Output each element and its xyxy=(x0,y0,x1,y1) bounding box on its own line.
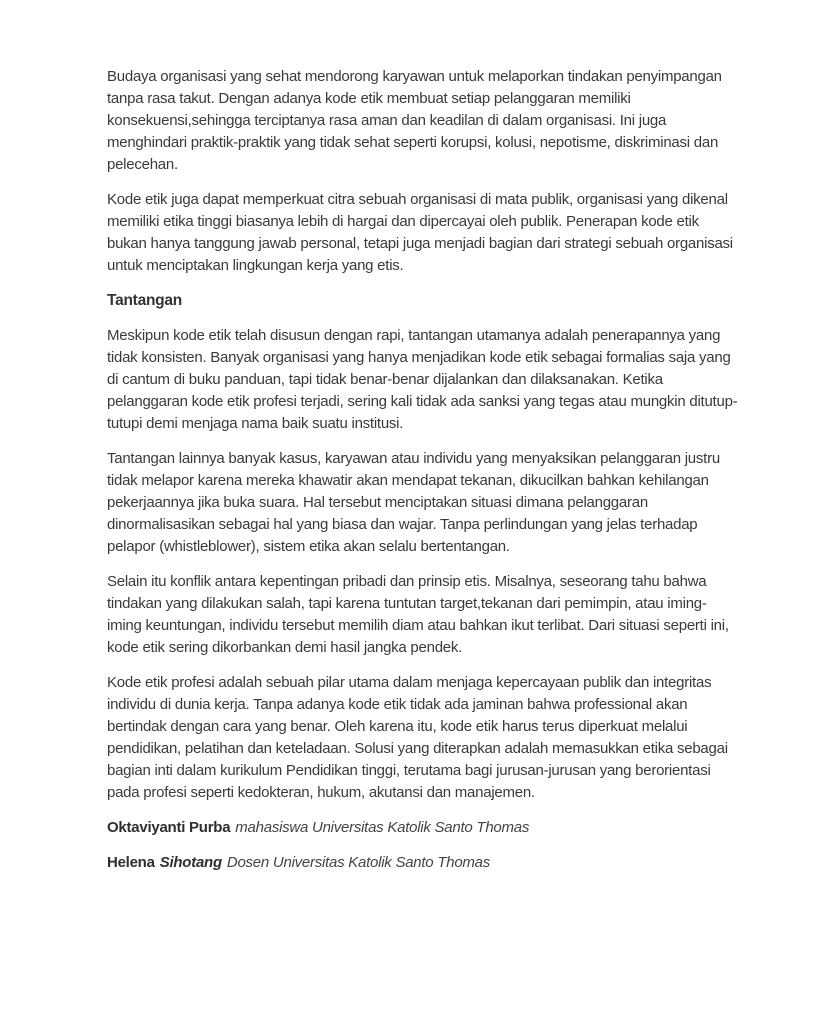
article-paragraph: Budaya organisasi yang sehat mendorong karyawan untuk melaporkan tindakan penyimpangan tanpa rasa takut. Dengan adanya kode etik membuat setiap pelanggaran memiliki konsekuensi,sehingga terciptanya rasa aman dan keadilan di dalam organisasi. Ini juga menghindari praktik-praktik yang tidak sehat seperti korupsi, kolusi, nepotisme, diskriminasi dan pelecehan. xyxy=(107,68,722,173)
author-name: Helena xyxy=(107,854,155,871)
article-paragraph: Tantangan lainnya banyak kasus, karyawan atau individu yang menyaksikan pelanggaran justru tidak melapor karena mereka khawatir akan mendapat tekanan, dikucilkan bahkan kehilangan pekerjaannya jika buka suara. Hal tersebut menciptakan situasi dimana pelanggaran dinormalisasikan sebagai hal yang biasa dan wajar. Tanpa perlindungan yang jelas terhadap pelapor (whistleblower), sistem etika akan selalu bertentangan. xyxy=(107,450,720,555)
author-name: Oktaviyanti Purba xyxy=(107,819,231,836)
article-paragraph: Selain itu konflik antara kepentingan pribadi dan prinsip etis. Misalnya, seseorang tahu bahwa tindakan yang dilakukan salah, tapi karena tuntutan target,tekanan dari pemimpin, atau iming-iming keuntungan, individu tersebut memilih diam atau bahkan ikut terlibat. Dari situasi seperti ini, kode etik sering dikorbankan demi hasil jangka pendek. xyxy=(107,573,729,656)
author-role: mahasiswa Universitas Katolik Santo Thomas xyxy=(235,819,530,836)
section-heading: Tantangan xyxy=(107,292,182,309)
article-paragraph: Meskipun kode etik telah disusun dengan rapi, tantangan utamanya adalah penerapannya yang tidak konsisten. Banyak organisasi yang hanya menjadikan kode etik sebagai formalias saja yang di cantum di buku panduan, tapi tidak benar-benar dijalankan dan dilaksanakan. Ketika pelanggaran kode etik profesi terjadi, sering kali tidak ada sanksi yang tegas atau mungkin ditutup-tutupi demi menjaga nama baik suatu institusi. xyxy=(107,327,738,432)
article-paragraph: Kode etik juga dapat memperkuat citra sebuah organisasi di mata publik, organisasi yang dikenal memiliki etika tinggi biasanya lebih di hargai dan dipercayai oleh publik. Penerapan kode etik bukan hanya tanggung jawab personal, tetapi juga menjadi bagian dari strategi sebuah organisasi untuk menciptakan lingkungan kerja yang etis. xyxy=(107,191,733,274)
author-name-italic: Sihotang xyxy=(159,854,222,871)
author-byline xyxy=(107,817,739,839)
author-role: Dosen Universitas Katolik Santo Thomas xyxy=(226,854,490,871)
article-paragraph: Kode etik profesi adalah sebuah pilar utama dalam menjaga kepercayaan publik dan integritas individu di dunia kerja. Tanpa adanya kode etik tidak ada jaminan bahwa professional akan bertindak dengan cara yang benar. Oleh karena itu, kode etik harus terus diperkuat melalui pendidikan, pelatihan dan keteladaan. Solusi yang diterapkan adalah memasukkan etika sebagai bagian inti dalam kurikulum Pendidikan tinggi, terutama bagi jurusan-jurusan yang berorientasi pada profesi seperti kedokteran, hukum, akutansi dan manajemen. xyxy=(107,674,728,801)
author-byline xyxy=(107,852,739,874)
article-content xyxy=(107,66,739,887)
